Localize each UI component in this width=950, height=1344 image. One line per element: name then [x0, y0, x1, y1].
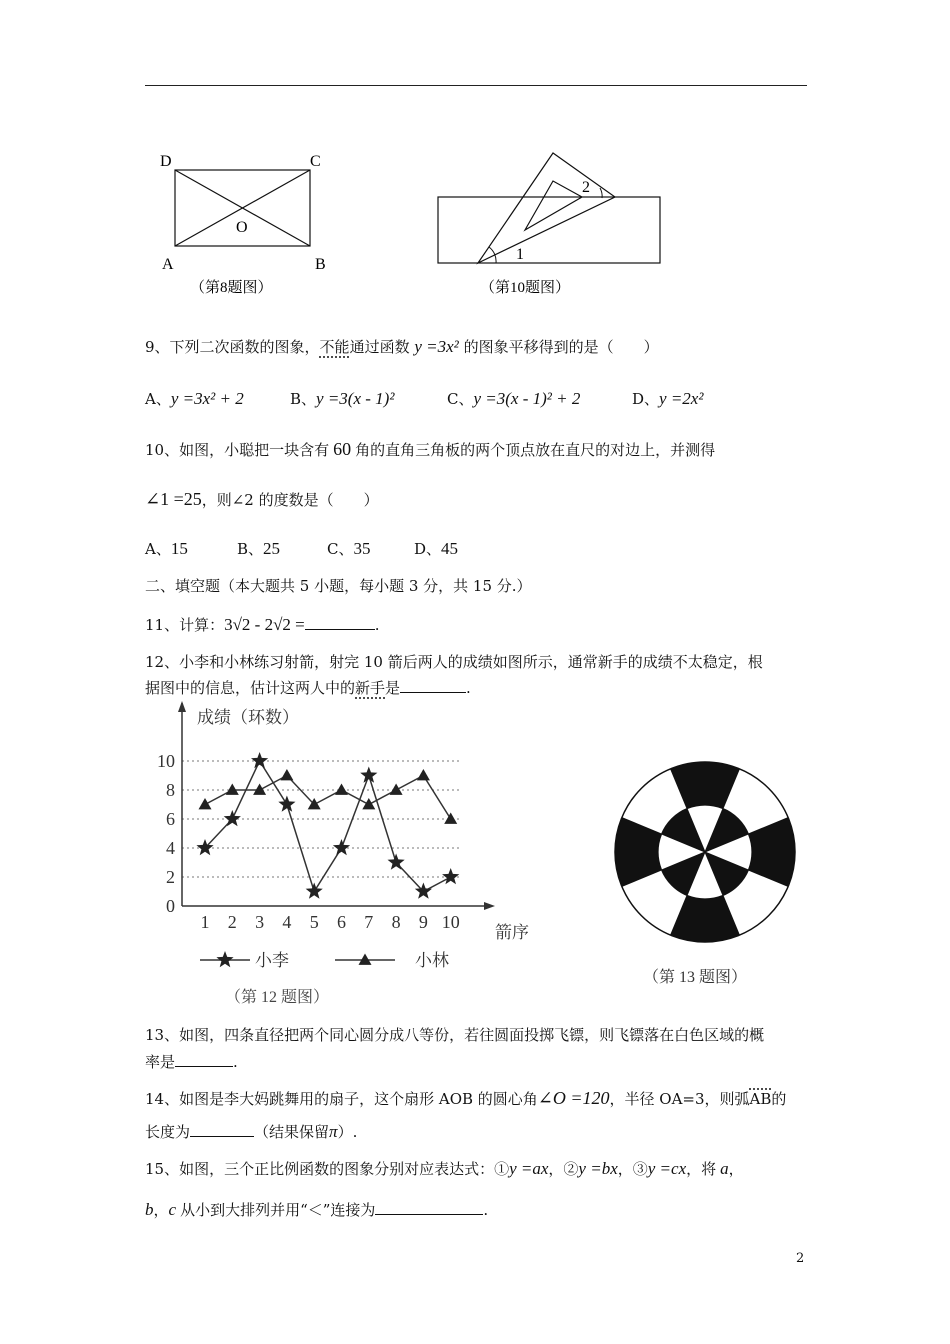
legend-marker-triangle [359, 954, 372, 965]
marker-star [360, 767, 377, 783]
fig10-caption: （第10题图） [480, 280, 571, 296]
marker-triangle [362, 798, 375, 809]
x-tick-label: 1 [200, 912, 210, 932]
fig8-caption: （第8题图） [190, 280, 273, 296]
y-tick-label: 2 [166, 867, 175, 887]
question-14-line2: 长度为 （结果保留π）. [145, 1122, 358, 1141]
marker-triangle [199, 798, 212, 809]
marker-triangle [226, 784, 239, 795]
page-number: 2 [796, 1251, 805, 1266]
emphasis-dotted: 不能 [319, 338, 350, 356]
function-expr: y =3x² [414, 337, 459, 356]
q10-option-d: D、45 [414, 539, 459, 558]
question-12-line2: 据图中的信息，估计这两人中的新手是 . [145, 676, 471, 699]
marker-star [306, 883, 323, 899]
section-2-heading: 二、填空题（本大题共 5 小题，每小题 3 分，共 15 分.） [145, 577, 532, 595]
legend-label-xiaoli: 小李 [255, 951, 289, 970]
marker-star [278, 796, 295, 812]
x-tick-label: 3 [255, 912, 265, 932]
label-angle-1: 1 [516, 246, 524, 263]
marker-triangle [335, 784, 348, 795]
marker-star [224, 810, 241, 826]
question-13-line2: 率是 . [145, 1050, 238, 1073]
question-12-line1: 12、小李和小林练习射箭，射完 10 箭后两人的成绩如图所示，通常新手的成绩不太稳定，根 [145, 653, 763, 671]
y-axis-arrow [178, 701, 186, 712]
marker-triangle [444, 813, 457, 824]
x-tick-label: 8 [391, 912, 401, 932]
question-13-line1: 13、如图，四条直径把两个同心圆分成八等份，若往圆面投掷飞镖，则飞镖落在白色区域的概 [145, 1026, 765, 1044]
label-b: B [315, 256, 326, 273]
marker-triangle [417, 769, 430, 780]
outer-black-sector [615, 818, 662, 887]
outer-black-sector [671, 762, 740, 809]
x-tick-label: 10 [441, 912, 460, 932]
q10-option-c: C、35 [327, 539, 371, 558]
x-tick-label: 9 [418, 912, 428, 932]
angle-60: 60 [333, 439, 352, 459]
figure-10 [430, 145, 670, 305]
y-tick-label: 10 [157, 751, 175, 771]
y-axis-label: 成绩（环数） [197, 708, 299, 727]
arc-ab: AB [749, 1090, 772, 1108]
marker-triangle [280, 769, 293, 780]
marker-star [442, 868, 459, 884]
legend-marker-star [216, 951, 233, 967]
y-tick-label: 6 [166, 809, 175, 829]
q10-option-a: A、15 [145, 539, 188, 558]
label-c: C [310, 153, 321, 170]
marker-triangle [253, 784, 266, 795]
answer-blank-13[interactable] [175, 1050, 233, 1067]
fig13-caption: （第 13 题图） [643, 969, 748, 986]
legend [200, 951, 449, 970]
chart-q12 [145, 698, 545, 1013]
y-tick-label: 8 [166, 780, 175, 800]
y-tick-label: 0 [166, 896, 175, 916]
marker-star [251, 752, 268, 768]
outer-black-sector [748, 818, 795, 887]
x-tick-label: 7 [364, 912, 374, 932]
inner-black-sector [705, 809, 748, 852]
set-square-outer [478, 153, 615, 263]
ruler [438, 197, 660, 263]
q10-option-b: B、25 [237, 539, 281, 558]
label-angle-2: 2 [582, 179, 590, 196]
legend-label-xiaolin: 小林 [415, 951, 449, 970]
x-tick-label: 2 [227, 912, 237, 932]
question-10-line1: 10、如图，小聪把一块含有 60 角的直角三角板的两个顶点放在直尺的对边上，并测得 [145, 439, 716, 459]
question-14-line1: 14、如图是李大妈跳舞用的扇子，这个扇形 AOB 的圆心角∠O =120，半径 OA=3，则弧AB的 [145, 1088, 787, 1108]
y-tick-label: 4 [166, 838, 175, 858]
answer-blank-12[interactable] [400, 676, 466, 693]
marker-star [388, 854, 405, 870]
label-d: D [160, 153, 172, 170]
answer-blank-14[interactable] [190, 1120, 254, 1137]
answer-blank-15[interactable] [375, 1198, 483, 1215]
outer-black-sector [671, 895, 740, 942]
marker-triangle [390, 784, 403, 795]
chart-caption: （第 12 题图） [225, 989, 330, 1006]
emphasis-dotted: 新手 [355, 679, 386, 697]
q9-option-b: B、y =3(x - 1)² [290, 389, 395, 408]
angle-1-arc [489, 247, 496, 263]
answer-blank-11[interactable] [305, 613, 375, 630]
question-9: 9、下列二次函数的图象，不能通过函数 y =3x² 的图象平移得到的是（ ） [145, 337, 659, 356]
inner-black-sector [705, 852, 748, 895]
label-a: A [162, 256, 174, 273]
question-15-line1: 15、如图，三个正比例函数的图象分别对应表达式：①y =ax，②y =bx，③y =cx，将 a， [145, 1159, 744, 1178]
figure-13 [605, 760, 815, 1000]
q9-option-a: A、y =3x² + 2 [145, 389, 244, 408]
x-axis-label: 箭序 [495, 923, 529, 942]
question-15-line2: b，c 从小到大排列并用“＜”连接为 . [145, 1200, 489, 1219]
marker-star [333, 839, 350, 855]
header-rule [145, 85, 807, 86]
x-tick-label: 4 [282, 912, 292, 932]
inner-black-sector [662, 852, 705, 895]
figure-8 [150, 145, 350, 305]
x-tick-label: 5 [309, 912, 319, 932]
x-tick-label: 6 [337, 912, 346, 932]
question-10-line2: ∠1 =25，则∠2 的度数是（ ） [145, 489, 379, 509]
set-square-inner [525, 181, 582, 230]
x-axis-arrow [484, 902, 495, 910]
q9-option-d: D、y =2x² [632, 389, 704, 408]
question-11: 11、计算：3√2 - 2√2 = . [145, 615, 380, 634]
q9-option-c: C、y =3(x - 1)² + 2 [447, 389, 581, 408]
inner-black-sector [662, 809, 705, 852]
label-o: O [236, 219, 248, 236]
